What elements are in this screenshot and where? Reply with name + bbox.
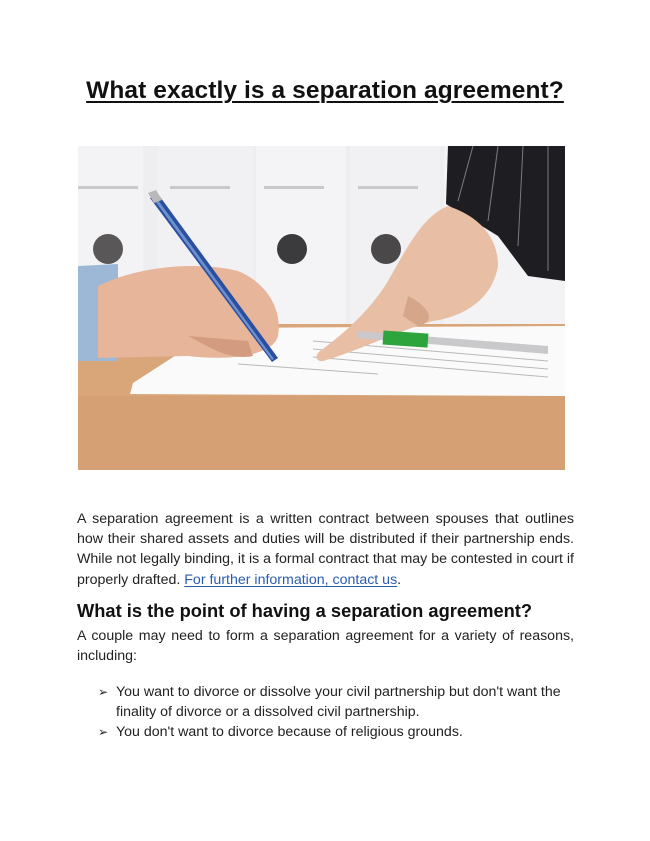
arrow-bullet-icon: ➢ <box>98 685 109 699</box>
page-title: What exactly is a separation agreement? <box>86 77 564 104</box>
list-item-text: You don't want to divorce because of religious grounds. <box>116 724 463 741</box>
section-heading: What is the point of having a separation agreement? <box>77 600 533 621</box>
reasons-list <box>98 682 576 743</box>
intro-trailing: . <box>397 571 402 588</box>
contact-us-link[interactable]: For further information, contact us <box>184 571 398 588</box>
list-item <box>98 722 576 742</box>
section-paragraph: A couple may need to form a separation agreement for a variety of reasons, including: <box>77 628 574 665</box>
list-item <box>98 682 576 722</box>
contract-signing-photo <box>78 146 565 470</box>
photo-signing-contract-icon <box>78 146 565 470</box>
intro-text: A separation agreement is a written contract between spouses that outlines how their shared assets and duties will be distributed if their partnership ends. While not legally binding, it is a formal contract that may be contested in court if properly drafted. <box>77 511 574 588</box>
intro-paragraph <box>77 509 574 590</box>
list-item-text: You want to divorce or dissolve your civil partnership but don't want the finality of divorce or a dissolved civil partnership. <box>116 684 561 721</box>
arrow-bullet-icon: ➢ <box>98 725 109 740</box>
